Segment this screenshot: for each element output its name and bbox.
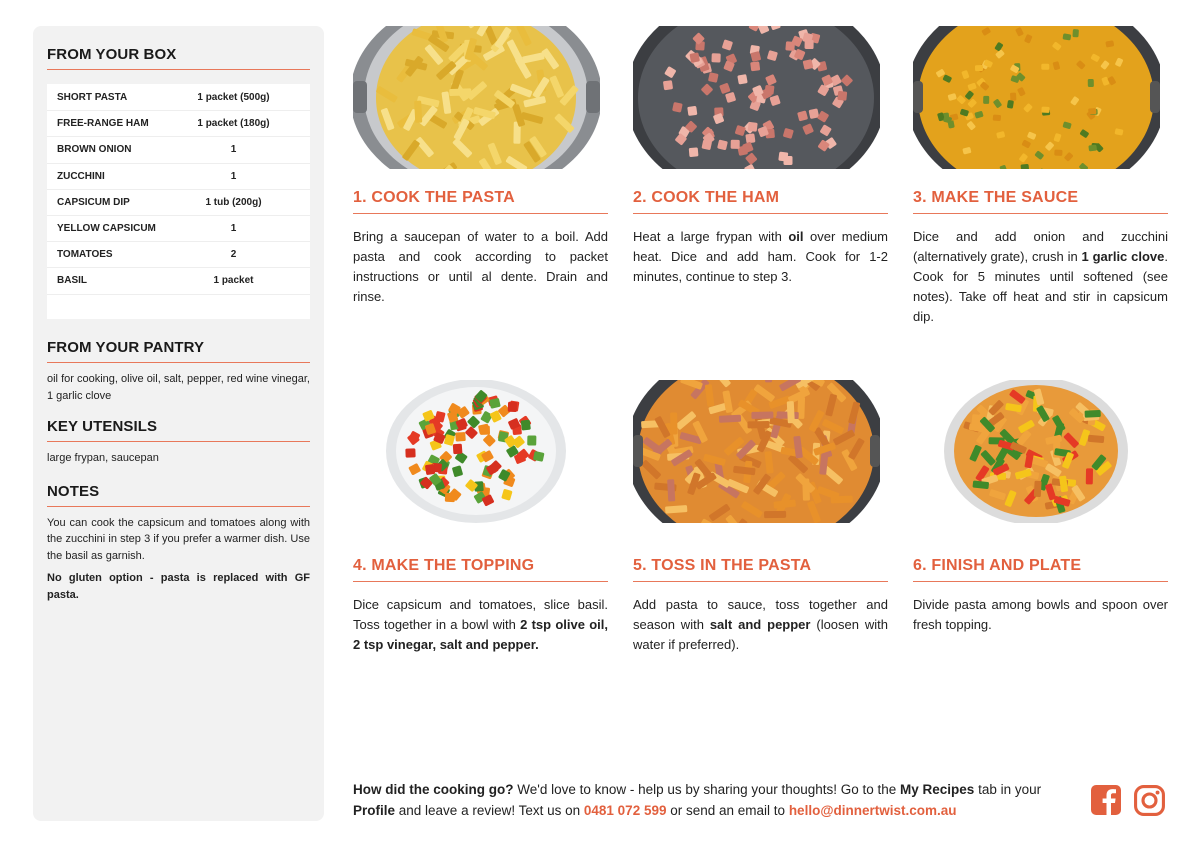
- ingredient-row: [47, 190, 310, 216]
- step-text-segment: Bring a saucepan of water to a boil. Add pasta and cook according to packet instructions or until al dente. Drain and rinse.: [353, 229, 608, 304]
- footer-bold-text: Profile: [353, 803, 396, 818]
- ingredient-row: [47, 137, 310, 163]
- pasta-tossed-in-frypan-photo: [633, 380, 880, 523]
- feedback-footer: [353, 779, 1073, 821]
- ingredient-row: [47, 85, 310, 111]
- diced-ham-in-frypan-photo: [633, 26, 880, 169]
- step-text-segment: Dice and add onion and zucchini (alternatively grate), crush in: [913, 229, 1168, 264]
- notes-heading: NOTES: [47, 483, 310, 507]
- ingredient-name: BASIL: [57, 275, 87, 287]
- step-title: 1. COOK THE PASTA: [353, 189, 608, 214]
- footer-bold-text: How did the cooking go?: [353, 782, 514, 797]
- step-instructions: [633, 595, 888, 655]
- step-instructions: [633, 227, 888, 287]
- ingredient-name: FREE-RANGE HAM: [57, 118, 149, 130]
- phone-number-link[interactable]: 0481 072 599: [583, 803, 667, 818]
- step-text-bold: 1 garlic clove: [1081, 249, 1165, 264]
- step-text-segment: Dice capsicum and tomatoes, slice basil. Toss together in a bowl with: [353, 597, 608, 632]
- step-title: 2. COOK THE HAM: [633, 189, 888, 214]
- ingredient-quantity: 1 packet (500g): [197, 92, 270, 104]
- ingredient-row: [47, 164, 310, 190]
- utensils-text: large frypan, saucepan: [47, 452, 159, 464]
- step-text-segment: . Cook for 5 minutes until softened (see notes). Take off heat and stir in capsicum dip.: [913, 249, 1168, 324]
- step-instructions: [353, 227, 608, 307]
- facebook-icon[interactable]: [1090, 784, 1122, 821]
- ingredient-row: [47, 216, 310, 242]
- ingredient-name: CAPSICUM DIP: [57, 196, 130, 208]
- ingredients-table: [47, 84, 310, 319]
- ingredient-row: [47, 111, 310, 137]
- notes-gluten-text: No gluten option - pasta is replaced with GF pasta.: [47, 572, 310, 601]
- step-text-segment: Heat a large frypan with: [633, 229, 789, 244]
- ingredient-quantity: 1: [230, 223, 237, 235]
- sauce-in-frypan-photo: [913, 26, 1160, 169]
- footer-text: We'd love to know - help us by sharing your thoughts! Go to the: [513, 782, 901, 797]
- ingredient-quantity: 1: [230, 170, 237, 182]
- pantry-text: oil for cooking, olive oil, salt, pepper, red wine vinegar, 1 garlic clove: [47, 373, 310, 402]
- ingredient-row: [47, 242, 310, 268]
- from-your-box-heading: FROM YOUR BOX: [47, 46, 310, 70]
- step-title: 4. MAKE THE TOPPING: [353, 557, 608, 582]
- ingredient-row: [47, 268, 310, 294]
- ingredient-name: TOMATOES: [57, 249, 113, 261]
- email-link[interactable]: hello@dinnertwist.com.au: [788, 803, 957, 818]
- step-title: 6. FINISH AND PLATE: [913, 557, 1168, 582]
- step-instructions: [353, 595, 608, 655]
- step-title: 3. MAKE THE SAUCE: [913, 189, 1168, 214]
- footer-text: or send an email to: [666, 803, 789, 818]
- ingredient-quantity: 1 tub (200g): [205, 196, 262, 208]
- ingredient-quantity: 1: [230, 144, 237, 156]
- key-utensils-heading: KEY UTENSILS: [47, 418, 310, 442]
- ingredient-name: BROWN ONION: [57, 144, 132, 156]
- ingredient-name: ZUCCHINI: [57, 170, 105, 182]
- sidebar: [33, 26, 324, 821]
- ingredient-quantity: 2: [230, 249, 237, 261]
- footer-text: tab in your: [974, 782, 1042, 797]
- footer-bold-text: My Recipes: [900, 782, 975, 797]
- step-text-bold: oil: [788, 229, 804, 244]
- step-text-segment: Divide pasta among bowls and spoon over fresh topping.: [913, 597, 1168, 632]
- step-title: 5. TOSS IN THE PASTA: [633, 557, 888, 582]
- footer-text: and leave a review! Text us on: [395, 803, 584, 818]
- step-text-bold: salt and pepper: [709, 617, 811, 632]
- step-text-bold: 2 tsp olive oil, 2 tsp vinegar, salt and pepper.: [353, 617, 608, 652]
- step-text-segment: (loosen with water if preferred).: [633, 617, 889, 652]
- from-your-pantry-heading: FROM YOUR PANTRY: [47, 339, 310, 363]
- step-instructions: [913, 595, 1168, 635]
- step-text-segment: over medium heat. Dice and add ham. Cook for 1-2 minutes, continue to step 3.: [633, 229, 889, 284]
- ingredient-quantity: 1 packet (180g): [197, 118, 270, 130]
- ingredient-quantity: 1 packet: [213, 275, 254, 287]
- instagram-icon[interactable]: [1133, 784, 1166, 822]
- step-text-segment: Add pasta to sauce, toss together and season with: [633, 597, 888, 632]
- ingredient-name: SHORT PASTA: [57, 92, 128, 104]
- ingredient-name: YELLOW CAPSICUM: [57, 223, 156, 235]
- plated-pasta-bowl-photo: [913, 380, 1160, 523]
- pasta-in-colander-photo: [353, 26, 600, 169]
- step-instructions: [913, 227, 1168, 327]
- topping-in-glass-bowl-photo: [353, 380, 600, 523]
- notes-text: You can cook the capsicum and tomatoes along with the zucchini in step 3 if you prefer a warmer dish. Use the basil as garnish.: [47, 516, 310, 562]
